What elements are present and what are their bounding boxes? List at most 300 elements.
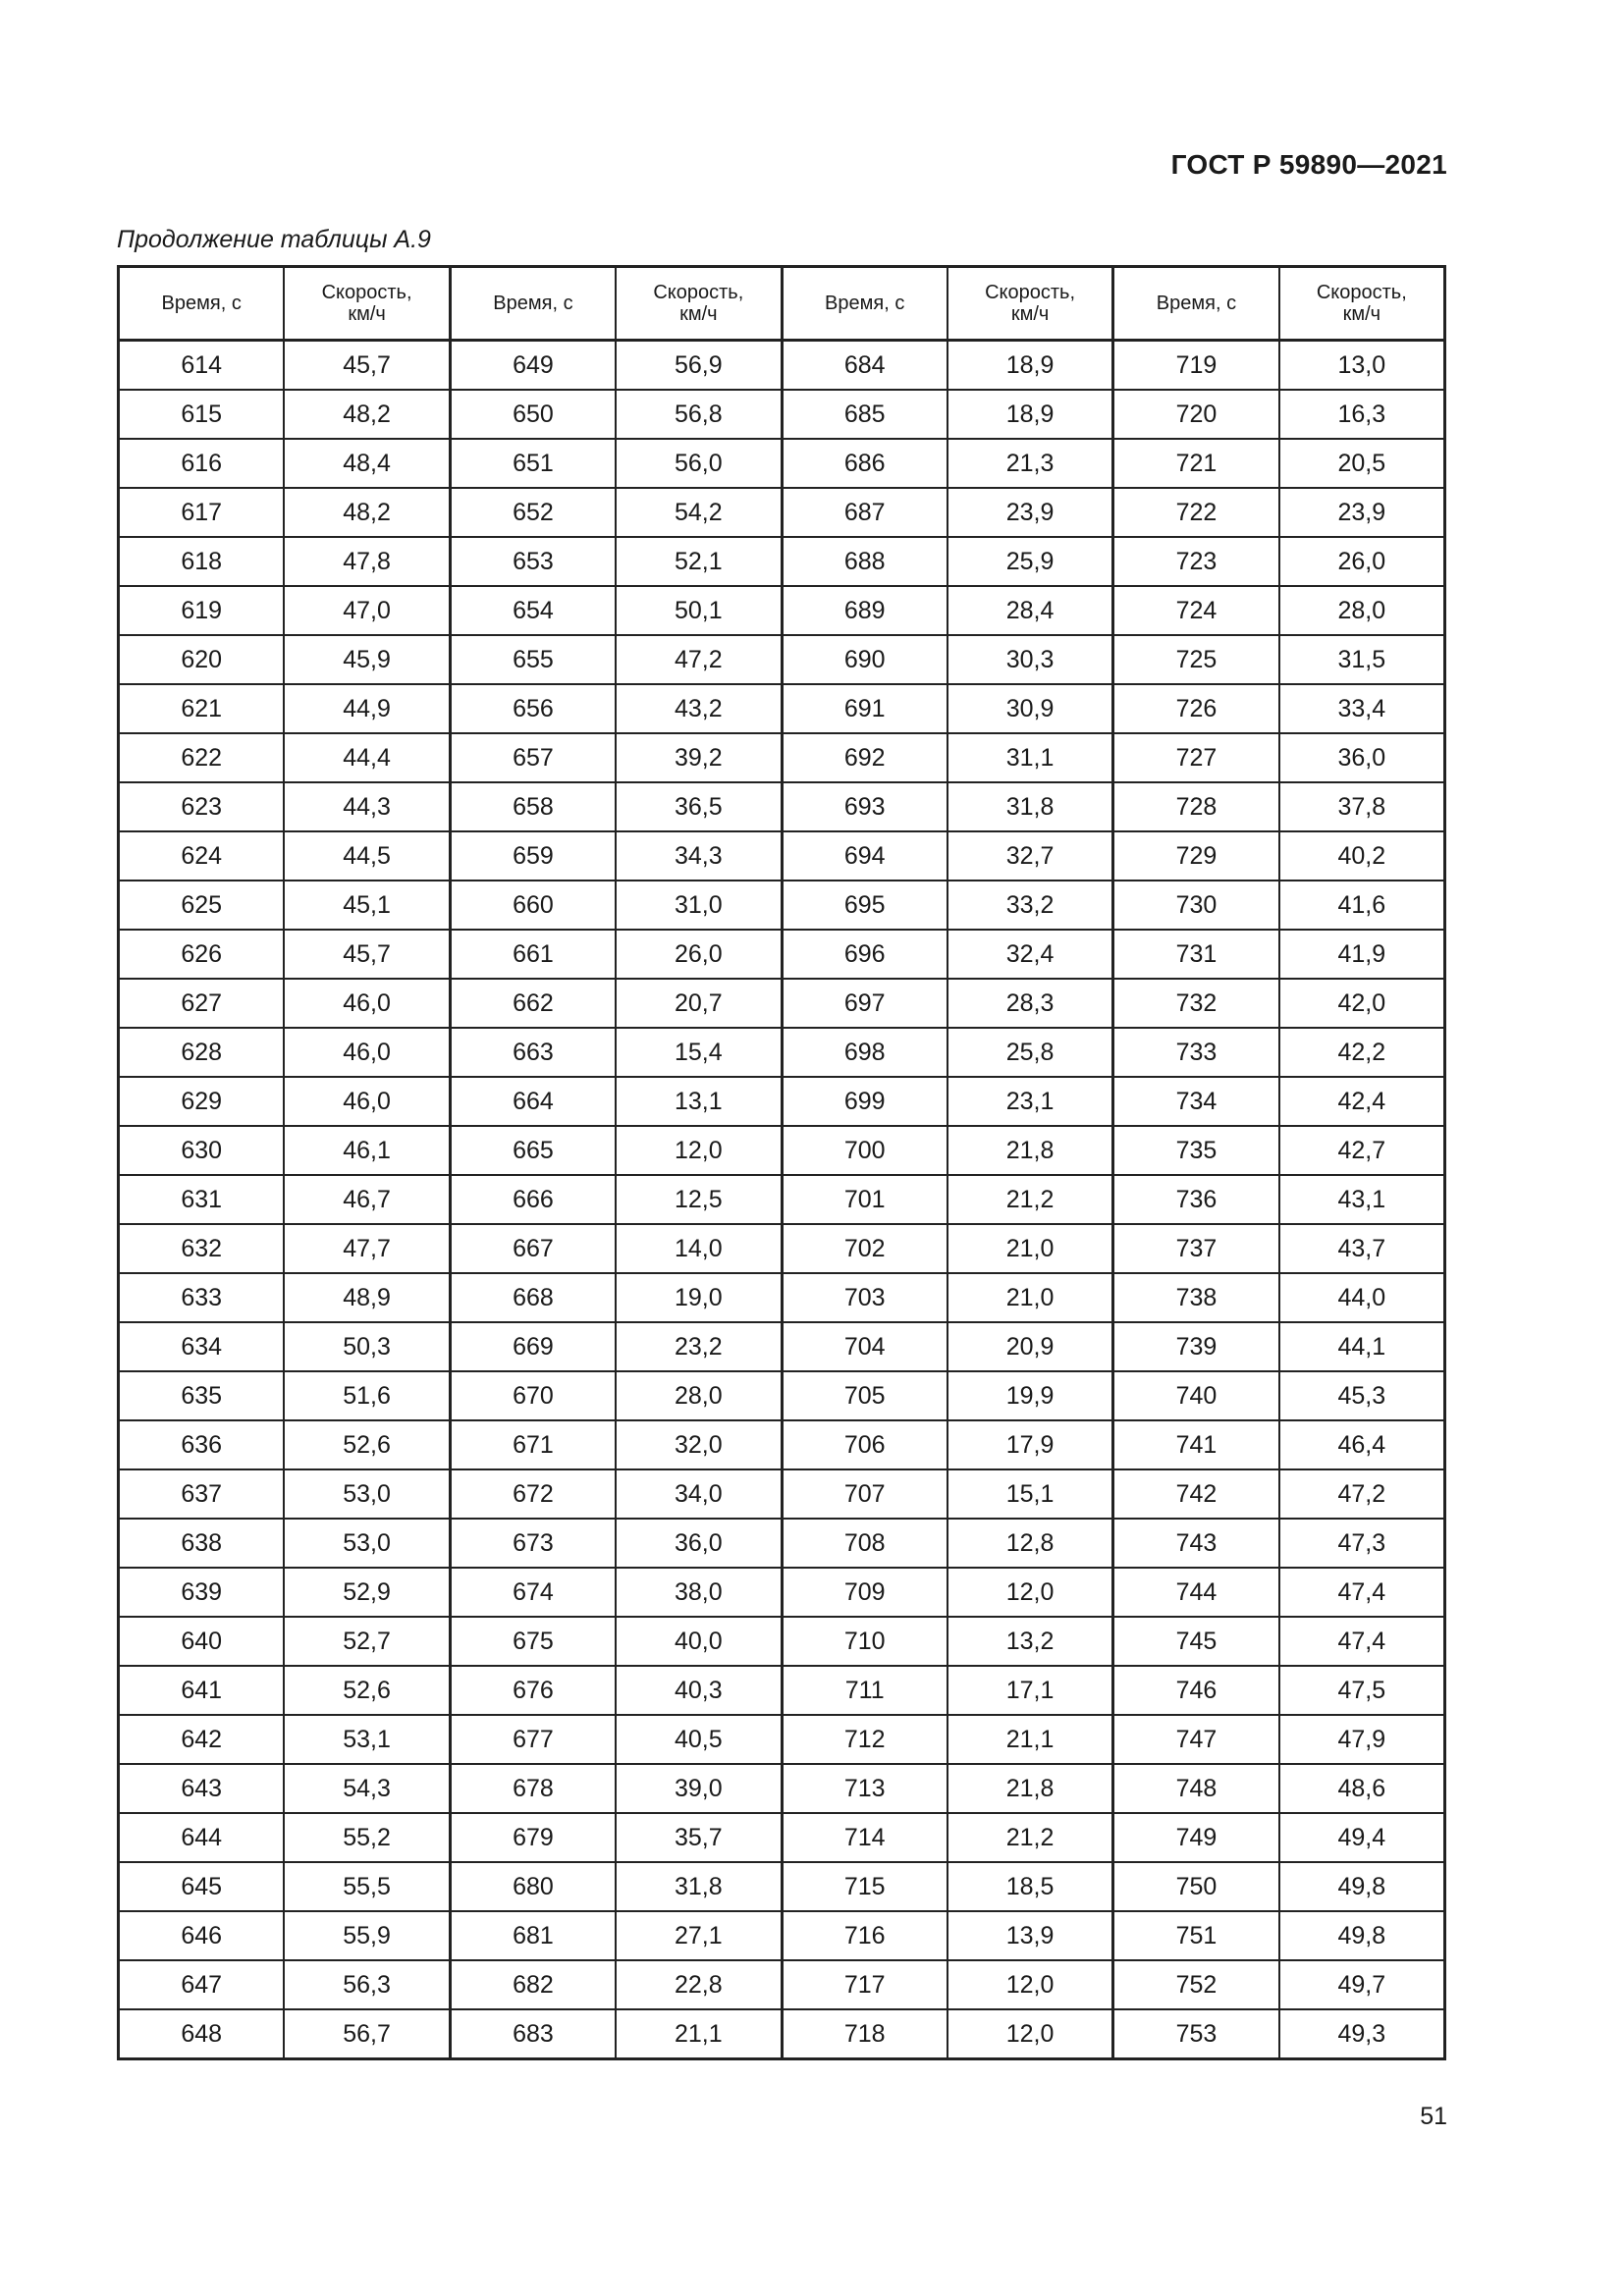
time-cell: 622 [119,733,285,782]
time-cell: 655 [450,635,616,684]
time-cell: 662 [450,979,616,1028]
time-cell: 713 [782,1764,947,1813]
time-cell: 716 [782,1911,947,1960]
time-cell: 700 [782,1126,947,1175]
speed-cell: 53,0 [284,1469,450,1519]
speed-cell: 50,3 [284,1322,450,1371]
time-cell: 674 [450,1568,616,1617]
time-cell: 669 [450,1322,616,1371]
speed-cell: 46,0 [284,979,450,1028]
table-row [119,488,1445,537]
time-cell: 722 [1113,488,1279,537]
speed-cell: 54,2 [616,488,782,537]
time-cell: 650 [450,390,616,439]
speed-cell: 12,5 [616,1175,782,1224]
speed-cell: 47,7 [284,1224,450,1273]
time-cell: 682 [450,1960,616,2009]
speed-cell: 48,6 [1279,1764,1445,1813]
speed-cell: 47,2 [616,635,782,684]
time-cell: 737 [1113,1224,1279,1273]
time-cell: 686 [782,439,947,488]
time-cell: 744 [1113,1568,1279,1617]
time-cell: 742 [1113,1469,1279,1519]
header-time: Время, с [782,267,947,341]
speed-cell: 23,1 [947,1077,1113,1126]
time-cell: 732 [1113,979,1279,1028]
time-cell: 675 [450,1617,616,1666]
speed-cell: 47,0 [284,586,450,635]
speed-cell: 43,2 [616,684,782,733]
time-cell: 638 [119,1519,285,1568]
speed-cell: 13,9 [947,1911,1113,1960]
time-cell: 643 [119,1764,285,1813]
table-row [119,1764,1445,1813]
time-cell: 644 [119,1813,285,1862]
table-row [119,733,1445,782]
speed-cell: 39,2 [616,733,782,782]
header-speed [616,267,782,341]
time-cell: 618 [119,537,285,586]
time-cell: 654 [450,586,616,635]
header-speed-line2: км/ч [1010,303,1050,325]
speed-cell: 34,3 [616,831,782,881]
speed-cell: 45,3 [1279,1371,1445,1420]
table-row [119,439,1445,488]
table-row [119,1420,1445,1469]
time-cell: 692 [782,733,947,782]
table-row [119,1617,1445,1666]
table-row [119,1028,1445,1077]
speed-cell: 22,8 [616,1960,782,2009]
time-cell: 678 [450,1764,616,1813]
speed-cell: 18,9 [947,341,1113,391]
standard-code: ГОСТ Р 59890—2021 [1170,149,1447,180]
table-row [119,1568,1445,1617]
time-cell: 633 [119,1273,285,1322]
time-cell: 623 [119,782,285,831]
speed-cell: 46,4 [1279,1420,1445,1469]
speed-cell: 44,1 [1279,1322,1445,1371]
time-cell: 702 [782,1224,947,1273]
speed-cell: 56,3 [284,1960,450,2009]
speed-cell: 42,0 [1279,979,1445,1028]
speed-cell: 17,1 [947,1666,1113,1715]
speed-cell: 52,1 [616,537,782,586]
speed-cell: 44,9 [284,684,450,733]
time-cell: 679 [450,1813,616,1862]
speed-cell: 31,1 [947,733,1113,782]
time-cell: 681 [450,1911,616,1960]
speed-cell: 23,9 [947,488,1113,537]
header-speed-line2: км/ч [1342,303,1381,325]
table-row [119,537,1445,586]
table-row [119,684,1445,733]
speed-cell: 52,6 [284,1420,450,1469]
speed-cell: 48,2 [284,390,450,439]
header-time: Время, с [119,267,285,341]
speed-cell: 32,0 [616,1420,782,1469]
speed-cell: 21,0 [947,1273,1113,1322]
time-cell: 630 [119,1126,285,1175]
time-cell: 710 [782,1617,947,1666]
speed-cell: 42,7 [1279,1126,1445,1175]
speed-cell: 54,3 [284,1764,450,1813]
table-row [119,341,1445,391]
time-cell: 634 [119,1322,285,1371]
speed-cell: 28,4 [947,586,1113,635]
time-cell: 683 [450,2009,616,2059]
time-cell: 625 [119,881,285,930]
speed-cell: 21,2 [947,1175,1113,1224]
time-cell: 641 [119,1666,285,1715]
speed-time-table [117,265,1446,2060]
speed-cell: 28,0 [616,1371,782,1420]
speed-cell: 36,0 [1279,733,1445,782]
speed-cell: 15,1 [947,1469,1113,1519]
time-cell: 649 [450,341,616,391]
time-cell: 667 [450,1224,616,1273]
speed-cell: 35,7 [616,1813,782,1862]
time-cell: 730 [1113,881,1279,930]
table-row [119,635,1445,684]
time-cell: 688 [782,537,947,586]
time-cell: 647 [119,1960,285,2009]
speed-cell: 20,9 [947,1322,1113,1371]
speed-cell: 26,0 [616,930,782,979]
table-row [119,881,1445,930]
speed-cell: 45,1 [284,881,450,930]
time-cell: 741 [1113,1420,1279,1469]
time-cell: 743 [1113,1519,1279,1568]
time-cell: 642 [119,1715,285,1764]
time-cell: 640 [119,1617,285,1666]
time-cell: 668 [450,1273,616,1322]
time-cell: 617 [119,488,285,537]
time-cell: 695 [782,881,947,930]
time-cell: 740 [1113,1371,1279,1420]
table-row [119,1715,1445,1764]
time-cell: 629 [119,1077,285,1126]
speed-cell: 47,3 [1279,1519,1445,1568]
table-row [119,1371,1445,1420]
table-row [119,1224,1445,1273]
header-speed-line1: Скорость, [1316,282,1407,303]
time-cell: 646 [119,1911,285,1960]
time-cell: 657 [450,733,616,782]
time-cell: 627 [119,979,285,1028]
time-cell: 726 [1113,684,1279,733]
time-cell: 725 [1113,635,1279,684]
speed-cell: 30,3 [947,635,1113,684]
speed-cell: 40,0 [616,1617,782,1666]
time-cell: 631 [119,1175,285,1224]
header-speed [1279,267,1445,341]
speed-cell: 56,8 [616,390,782,439]
time-cell: 632 [119,1224,285,1273]
speed-cell: 25,8 [947,1028,1113,1077]
time-cell: 666 [450,1175,616,1224]
table-body [119,341,1445,2059]
page-number: 51 [1420,2103,1447,2130]
time-cell: 736 [1113,1175,1279,1224]
speed-cell: 12,0 [947,1960,1113,2009]
time-cell: 709 [782,1568,947,1617]
speed-cell: 20,5 [1279,439,1445,488]
table-row [119,390,1445,439]
time-cell: 673 [450,1519,616,1568]
time-cell: 739 [1113,1322,1279,1371]
time-cell: 680 [450,1862,616,1911]
time-cell: 656 [450,684,616,733]
time-cell: 697 [782,979,947,1028]
time-cell: 714 [782,1813,947,1862]
time-cell: 696 [782,930,947,979]
speed-cell: 32,7 [947,831,1113,881]
table-row [119,782,1445,831]
speed-cell: 37,8 [1279,782,1445,831]
speed-cell: 13,1 [616,1077,782,1126]
time-cell: 651 [450,439,616,488]
time-cell: 729 [1113,831,1279,881]
time-cell: 626 [119,930,285,979]
speed-cell: 21,3 [947,439,1113,488]
time-cell: 711 [782,1666,947,1715]
time-cell: 693 [782,782,947,831]
speed-cell: 17,9 [947,1420,1113,1469]
time-cell: 746 [1113,1666,1279,1715]
speed-cell: 47,9 [1279,1715,1445,1764]
time-cell: 652 [450,488,616,537]
time-cell: 752 [1113,1960,1279,2009]
speed-cell: 47,5 [1279,1666,1445,1715]
time-cell: 620 [119,635,285,684]
header-speed-line2: км/ч [348,303,386,325]
table-row [119,2009,1445,2059]
time-cell: 690 [782,635,947,684]
time-cell: 723 [1113,537,1279,586]
speed-cell: 49,8 [1279,1862,1445,1911]
speed-cell: 44,5 [284,831,450,881]
time-cell: 721 [1113,439,1279,488]
speed-cell: 49,7 [1279,1960,1445,2009]
speed-cell: 25,9 [947,537,1113,586]
speed-cell: 21,2 [947,1813,1113,1862]
speed-cell: 31,8 [616,1862,782,1911]
time-cell: 694 [782,831,947,881]
time-cell: 685 [782,390,947,439]
speed-cell: 12,0 [947,2009,1113,2059]
speed-cell: 20,7 [616,979,782,1028]
speed-cell: 45,9 [284,635,450,684]
speed-cell: 12,8 [947,1519,1113,1568]
time-cell: 670 [450,1371,616,1420]
speed-cell: 52,6 [284,1666,450,1715]
table-row [119,1911,1445,1960]
speed-cell: 12,0 [616,1126,782,1175]
speed-cell: 42,4 [1279,1077,1445,1126]
speed-cell: 16,3 [1279,390,1445,439]
speed-cell: 31,8 [947,782,1113,831]
table-row [119,930,1445,979]
speed-cell: 51,6 [284,1371,450,1420]
time-cell: 750 [1113,1862,1279,1911]
time-cell: 671 [450,1420,616,1469]
speed-cell: 21,1 [947,1715,1113,1764]
header-speed-line1: Скорость, [653,282,744,303]
speed-cell: 14,0 [616,1224,782,1273]
time-cell: 753 [1113,2009,1279,2059]
table-row [119,586,1445,635]
time-cell: 661 [450,930,616,979]
time-cell: 701 [782,1175,947,1224]
time-cell: 684 [782,341,947,391]
table-row [119,979,1445,1028]
time-cell: 738 [1113,1273,1279,1322]
time-cell: 687 [782,488,947,537]
time-cell: 727 [1113,733,1279,782]
speed-cell: 18,9 [947,390,1113,439]
time-cell: 731 [1113,930,1279,979]
speed-cell: 44,0 [1279,1273,1445,1322]
speed-cell: 56,9 [616,341,782,391]
speed-cell: 23,9 [1279,488,1445,537]
time-cell: 751 [1113,1911,1279,1960]
table-row [119,1322,1445,1371]
speed-cell: 52,9 [284,1568,450,1617]
table-row [119,1813,1445,1862]
time-cell: 749 [1113,1813,1279,1862]
time-cell: 653 [450,537,616,586]
time-cell: 745 [1113,1617,1279,1666]
time-cell: 615 [119,390,285,439]
time-cell: 706 [782,1420,947,1469]
speed-cell: 32,4 [947,930,1113,979]
table-row [119,1077,1445,1126]
speed-cell: 26,0 [1279,537,1445,586]
time-cell: 712 [782,1715,947,1764]
speed-cell: 19,0 [616,1273,782,1322]
time-cell: 659 [450,831,616,881]
time-cell: 624 [119,831,285,881]
time-cell: 720 [1113,390,1279,439]
time-cell: 748 [1113,1764,1279,1813]
time-cell: 658 [450,782,616,831]
speed-cell: 47,2 [1279,1469,1445,1519]
speed-cell: 56,7 [284,2009,450,2059]
time-cell: 663 [450,1028,616,1077]
time-cell: 616 [119,439,285,488]
speed-cell: 44,4 [284,733,450,782]
speed-cell: 46,7 [284,1175,450,1224]
table-row [119,1126,1445,1175]
speed-cell: 18,5 [947,1862,1113,1911]
time-cell: 717 [782,1960,947,2009]
time-cell: 698 [782,1028,947,1077]
speed-cell: 49,4 [1279,1813,1445,1862]
header-time: Время, с [1113,267,1279,341]
table-header-row [119,267,1445,341]
speed-cell: 21,8 [947,1126,1113,1175]
speed-cell: 50,1 [616,586,782,635]
time-cell: 614 [119,341,285,391]
speed-cell: 47,4 [1279,1568,1445,1617]
table-row [119,831,1445,881]
time-cell: 636 [119,1420,285,1469]
speed-cell: 31,0 [616,881,782,930]
time-cell: 708 [782,1519,947,1568]
speed-cell: 36,5 [616,782,782,831]
time-cell: 628 [119,1028,285,1077]
speed-cell: 30,9 [947,684,1113,733]
time-cell: 747 [1113,1715,1279,1764]
speed-cell: 31,5 [1279,635,1445,684]
speed-cell: 55,5 [284,1862,450,1911]
speed-cell: 23,2 [616,1322,782,1371]
time-cell: 645 [119,1862,285,1911]
speed-cell: 45,7 [284,930,450,979]
table-row [119,1960,1445,2009]
header-speed [947,267,1113,341]
table-row [119,1469,1445,1519]
speed-cell: 19,9 [947,1371,1113,1420]
speed-cell: 43,7 [1279,1224,1445,1273]
time-cell: 691 [782,684,947,733]
table-row [119,1175,1445,1224]
time-cell: 676 [450,1666,616,1715]
speed-cell: 47,8 [284,537,450,586]
speed-cell: 48,2 [284,488,450,537]
speed-cell: 13,0 [1279,341,1445,391]
table-caption: Продолжение таблицы А.9 [117,226,431,253]
time-cell: 703 [782,1273,947,1322]
speed-cell: 33,4 [1279,684,1445,733]
time-cell: 689 [782,586,947,635]
speed-cell: 33,2 [947,881,1113,930]
speed-cell: 56,0 [616,439,782,488]
speed-cell: 28,0 [1279,586,1445,635]
time-cell: 699 [782,1077,947,1126]
speed-cell: 47,4 [1279,1617,1445,1666]
header-speed-line1: Скорость, [321,282,412,303]
speed-cell: 15,4 [616,1028,782,1077]
time-cell: 734 [1113,1077,1279,1126]
speed-cell: 46,1 [284,1126,450,1175]
speed-cell: 34,0 [616,1469,782,1519]
time-cell: 728 [1113,782,1279,831]
speed-cell: 39,0 [616,1764,782,1813]
speed-cell: 48,4 [284,439,450,488]
time-cell: 704 [782,1322,947,1371]
time-cell: 735 [1113,1126,1279,1175]
header-speed-line1: Скорость, [985,282,1076,303]
time-cell: 677 [450,1715,616,1764]
time-cell: 619 [119,586,285,635]
speed-cell: 41,9 [1279,930,1445,979]
speed-cell: 46,0 [284,1077,450,1126]
speed-cell: 53,1 [284,1715,450,1764]
speed-cell: 38,0 [616,1568,782,1617]
time-cell: 665 [450,1126,616,1175]
speed-cell: 27,1 [616,1911,782,1960]
speed-cell: 40,2 [1279,831,1445,881]
speed-cell: 42,2 [1279,1028,1445,1077]
table-row [119,1862,1445,1911]
table-row [119,1273,1445,1322]
table-row [119,1519,1445,1568]
speed-cell: 21,0 [947,1224,1113,1273]
speed-cell: 52,7 [284,1617,450,1666]
speed-cell: 40,3 [616,1666,782,1715]
